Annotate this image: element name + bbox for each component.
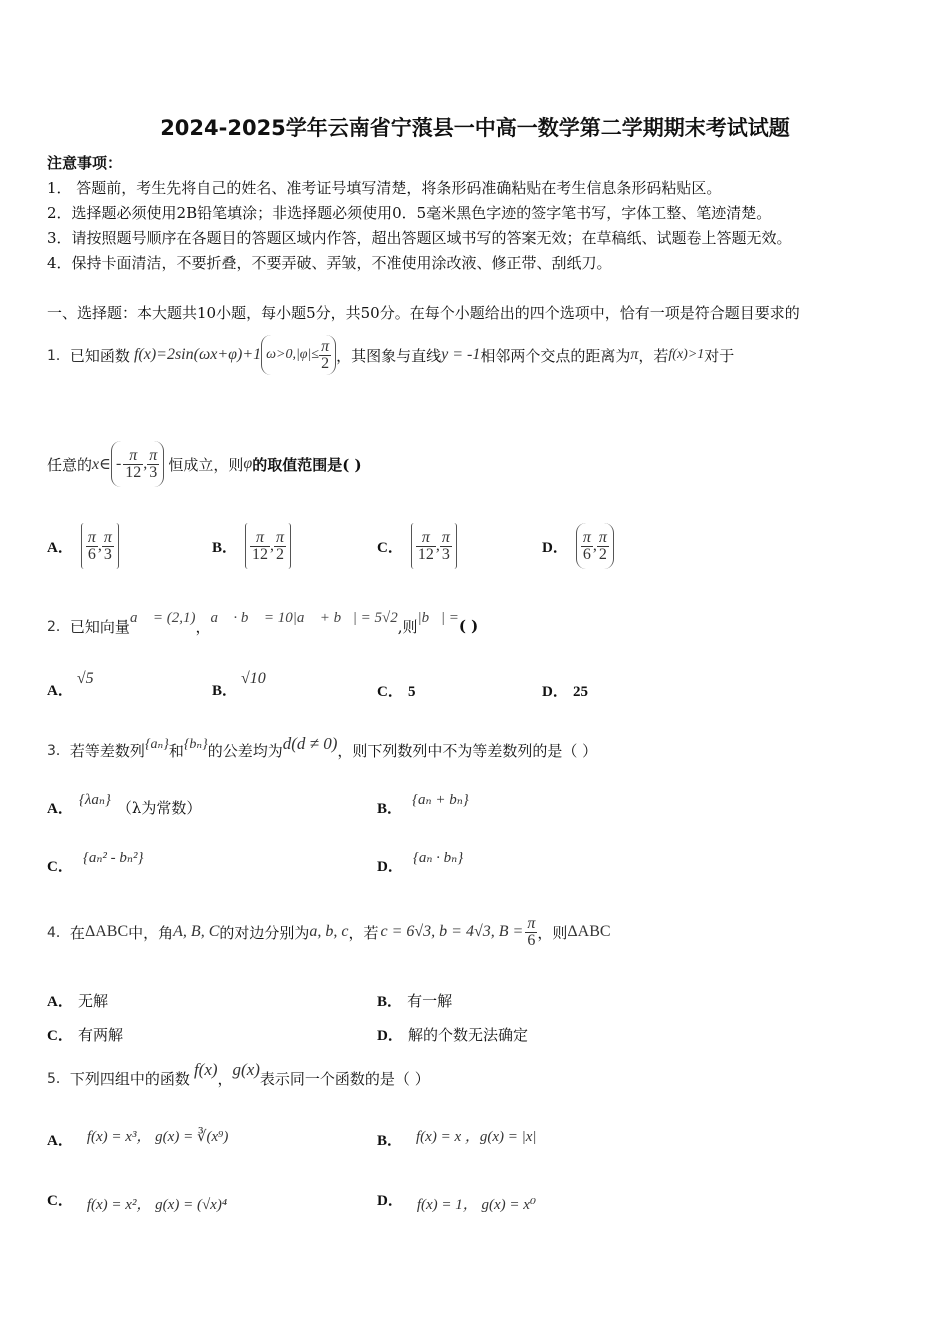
option-interval: $\frac{\pi}{6}$ , $\frac{\pi}{3}$ — [81, 523, 119, 569]
option-label: B． — [377, 994, 403, 1010]
fraction-numerator: π — [598, 528, 607, 546]
option-value: {aₙ · bₙ} — [412, 849, 464, 866]
option-value: 解的个数无法确定 — [407, 1026, 528, 1044]
option-label: C． — [377, 539, 403, 556]
q1-fraction — [319, 339, 331, 372]
option-value: 25 — [572, 684, 588, 700]
q4-text: ，若 — [348, 923, 379, 942]
question-1-line-1 — [47, 332, 734, 378]
q2-text: 已知向量 — [69, 617, 130, 636]
q5-function-f: f(x) — [193, 1060, 218, 1079]
option-value: {aₙ² - bₙ²} — [82, 849, 144, 866]
fraction-denominator: 12 — [252, 545, 269, 563]
question-4 — [47, 908, 611, 956]
q1-condition-text: ω>0,|φ|≤ — [266, 347, 320, 362]
q5-option-a[interactable] — [47, 1122, 228, 1156]
fraction-numerator: π — [149, 446, 158, 464]
q2-dot-product: a⃗ · b⃗ = 10 — [210, 609, 293, 626]
fraction-denominator: 3 — [103, 545, 112, 563]
q4-option-c[interactable] — [47, 1024, 123, 1045]
q2-text: ,则 — [397, 617, 418, 636]
q1-distance: π — [630, 346, 639, 363]
q3-option-b[interactable] — [377, 790, 469, 824]
question-number: 5． — [47, 1071, 70, 1087]
q4-option-a[interactable] — [47, 990, 108, 1011]
q2-b-magnitude: |b⃗| = — [417, 609, 459, 626]
q1-text: 对于 — [704, 346, 735, 365]
q1-text: ，若 — [638, 346, 669, 365]
q3-sequence-a: {aₙ} — [144, 736, 169, 752]
q5-text: 表示同一个函数的是（ ） — [259, 1069, 430, 1088]
q4-option-d[interactable] — [377, 1024, 528, 1045]
q1-option-b[interactable] — [212, 522, 291, 570]
fraction-numerator: π — [276, 528, 285, 546]
q4-conditions: c = 6√3, b = 4√3, B = — [380, 923, 524, 940]
notice-item: 2．选择题必须使用2B铅笔填涂；非选择题必须使用0．5毫米黑色字迹的签字笔书写，字体工整、笔迹清楚。 — [47, 204, 772, 222]
q4-text: 中，角 — [128, 923, 174, 942]
q5-option-b[interactable] — [377, 1122, 537, 1156]
question-number: 4． — [47, 925, 70, 941]
q3-text: 和 — [168, 741, 184, 760]
q3-option-a[interactable] — [47, 790, 201, 824]
fraction-denominator: 6 — [582, 545, 591, 563]
notice-item: 4．保持卡面清洁，不要折叠，不要弄破、弄皱，不准使用涂改液、修正带、刮纸刀。 — [47, 254, 612, 272]
fraction-numerator: π — [527, 914, 536, 932]
fraction-denominator: 6 — [527, 931, 536, 949]
q3-text: 的公差均为 — [207, 741, 283, 760]
q2-text: ( ) — [458, 617, 479, 635]
q1-text: 已知函数 — [69, 346, 130, 365]
option-label: A． — [47, 994, 73, 1010]
q4-triangle: ΔABC — [567, 923, 611, 940]
section-heading: 一、选择题：本大题共10小题，每小题5分，共50分。在每个小题给出的四个选项中，恰有一项是符合题目要求的 — [47, 304, 800, 322]
question-number: 2． — [47, 619, 70, 635]
q1-function-formula: f(x)=2sin(ωx+φ)+1 — [133, 346, 262, 363]
q5-comma: ， — [217, 1069, 233, 1088]
fraction-numerator: π — [87, 528, 96, 546]
q2-sum-magnitude: |a⃗ + b⃗| = 5√2 — [292, 609, 398, 626]
q3-option-d[interactable] — [377, 848, 463, 882]
question-3 — [47, 730, 597, 770]
q5-text: 下列四组中的函数 — [69, 1069, 190, 1088]
notice-heading: 注意事项： — [47, 154, 123, 172]
option-label: D． — [377, 858, 403, 875]
option-value: 有两解 — [77, 1026, 123, 1044]
option-interval: $\frac{\pi}{12}$ , $\frac{\pi}{2}$ — [245, 523, 291, 569]
option-interval: $\frac{\pi}{6}$ , $\frac{\pi}{2}$ — [576, 523, 614, 569]
q3-option-c[interactable] — [47, 848, 144, 882]
q1-condition — [261, 335, 336, 375]
option-label: A． — [47, 539, 73, 556]
q3-common-difference: d(d ≠ 0) — [282, 734, 338, 753]
question-1-line-2 — [47, 440, 362, 488]
q4-text: ，则 — [537, 923, 568, 942]
fraction-denominator: 2 — [321, 354, 330, 372]
q2-option-d[interactable] — [542, 680, 588, 701]
q1-text: 任意的 — [47, 455, 93, 474]
q1-phi: φ — [243, 455, 253, 472]
q1-text: ，其图象与直线 — [336, 346, 442, 365]
notice-item: 1． 答题前，考生先将自己的姓名、准考证号填写清楚，将条形码准确粘贴在考生信息条形码粘贴区。 — [47, 179, 722, 197]
q5-option-d[interactable] — [377, 1182, 536, 1216]
fraction-numerator: π — [441, 528, 450, 546]
question-number: 1． — [47, 348, 70, 364]
q2-option-c[interactable] — [377, 680, 415, 701]
option-label: B． — [377, 800, 403, 817]
q5-option-c[interactable] — [47, 1182, 227, 1216]
q1-fraction — [147, 448, 159, 481]
fraction-denominator: 3 — [149, 463, 158, 481]
option-value: √10 — [241, 670, 266, 687]
q1-x-in: x∈ — [92, 456, 111, 473]
page-title: 2024-2025学年云南省宁蒗县一中高一数学第二学期期末考试试题 — [160, 116, 790, 140]
option-label: D． — [377, 1192, 403, 1209]
q4-triangle: ΔABC — [84, 923, 129, 940]
option-value: f(x) = x³， g(x) = ∛(x⁹) — [86, 1128, 229, 1145]
option-note: （λ为常数） — [116, 798, 202, 817]
fraction-numerator: π — [321, 337, 330, 355]
option-interval: $\frac{\pi}{12}$ , $\frac{\pi}{3}$ — [411, 523, 457, 569]
fraction-denominator: 6 — [87, 545, 96, 563]
option-label: A． — [47, 800, 73, 817]
option-label: B． — [212, 539, 238, 556]
option-label: C． — [377, 684, 403, 700]
option-value: √5 — [76, 670, 94, 687]
q4-sides: a, b, c — [309, 923, 349, 940]
q2-option-a[interactable] — [47, 672, 94, 700]
option-label: C． — [47, 1192, 73, 1209]
fraction-denominator: 3 — [441, 545, 450, 563]
q1-inequality: f(x)>1 — [668, 347, 705, 362]
fraction-numerator: π — [250, 530, 270, 547]
option-label: C． — [47, 858, 73, 875]
q2-vector-a: a⃗ = (2,1) — [129, 609, 196, 626]
q1-option-a[interactable] — [47, 522, 119, 570]
q2-comma: ， — [195, 617, 211, 636]
fraction-denominator: 2 — [276, 545, 285, 563]
option-value: f(x) = x ，g(x) = |x| — [416, 1128, 537, 1145]
q1-text: 相邻两个交点的距离为 — [480, 346, 631, 365]
question-2 — [47, 606, 478, 646]
option-value: {aₙ + bₙ} — [412, 791, 469, 808]
q1-fraction — [123, 448, 143, 481]
option-value: {λaₙ} — [78, 791, 111, 808]
fraction-numerator: π — [103, 528, 112, 546]
fraction-numerator: π — [582, 528, 591, 546]
option-value: f(x) = 1， g(x) = x⁰ — [416, 1196, 536, 1213]
fraction-numerator: π — [416, 530, 436, 547]
q1-interval: - $\frac{\pi}{12}$ , $\frac{\pi}{3}$ — [111, 441, 164, 487]
q3-sequence-b: {bₙ} — [183, 736, 208, 752]
option-label: B． — [212, 683, 238, 699]
option-label: A． — [47, 1132, 73, 1149]
notice-item: 3．请按照题号顺序在各题目的答题区域内作答，超出答题区域书写的答案无效；在草稿纸、试题卷上答题无效。 — [47, 229, 792, 247]
q2-option-b[interactable] — [212, 672, 266, 700]
q4-option-b[interactable] — [377, 990, 452, 1011]
q1-line: y = -1 — [441, 346, 481, 363]
option-label: D． — [377, 1028, 403, 1044]
q4-text: 的对边分别为 — [219, 923, 310, 942]
q4-fraction — [525, 916, 537, 949]
q4-text: 在 — [69, 923, 85, 942]
q3-text: 若等差数列 — [69, 741, 145, 760]
q3-text: ，则下列数列中不为等差数列的是（ ） — [337, 741, 598, 760]
q1-option-d[interactable] — [542, 522, 614, 570]
q5-function-g: g(x) — [232, 1060, 260, 1079]
fraction-denominator: 12 — [417, 545, 434, 563]
fraction-denominator: 2 — [598, 545, 607, 563]
option-label: A． — [47, 683, 73, 699]
q4-angles: A, B, C — [173, 923, 220, 940]
option-value: 无解 — [77, 992, 108, 1010]
option-label: D． — [542, 539, 568, 556]
q1-text: 恒成立，则 — [168, 455, 244, 474]
q1-text: 的取值范围是( ) — [252, 455, 362, 474]
option-label: B． — [377, 1132, 403, 1149]
fraction-denominator: 12 — [125, 463, 142, 481]
option-value: 5 — [407, 684, 416, 700]
question-number: 3． — [47, 743, 70, 759]
option-label: C． — [47, 1028, 73, 1044]
minus-sign: - — [115, 455, 122, 472]
q1-option-c[interactable] — [377, 522, 457, 570]
question-5 — [47, 1058, 430, 1098]
option-value: f(x) = x²， g(x) = (√x)⁴ — [86, 1196, 228, 1213]
option-value: 有一解 — [407, 992, 453, 1010]
fraction-numerator: π — [123, 448, 143, 465]
option-label: D． — [542, 684, 568, 700]
